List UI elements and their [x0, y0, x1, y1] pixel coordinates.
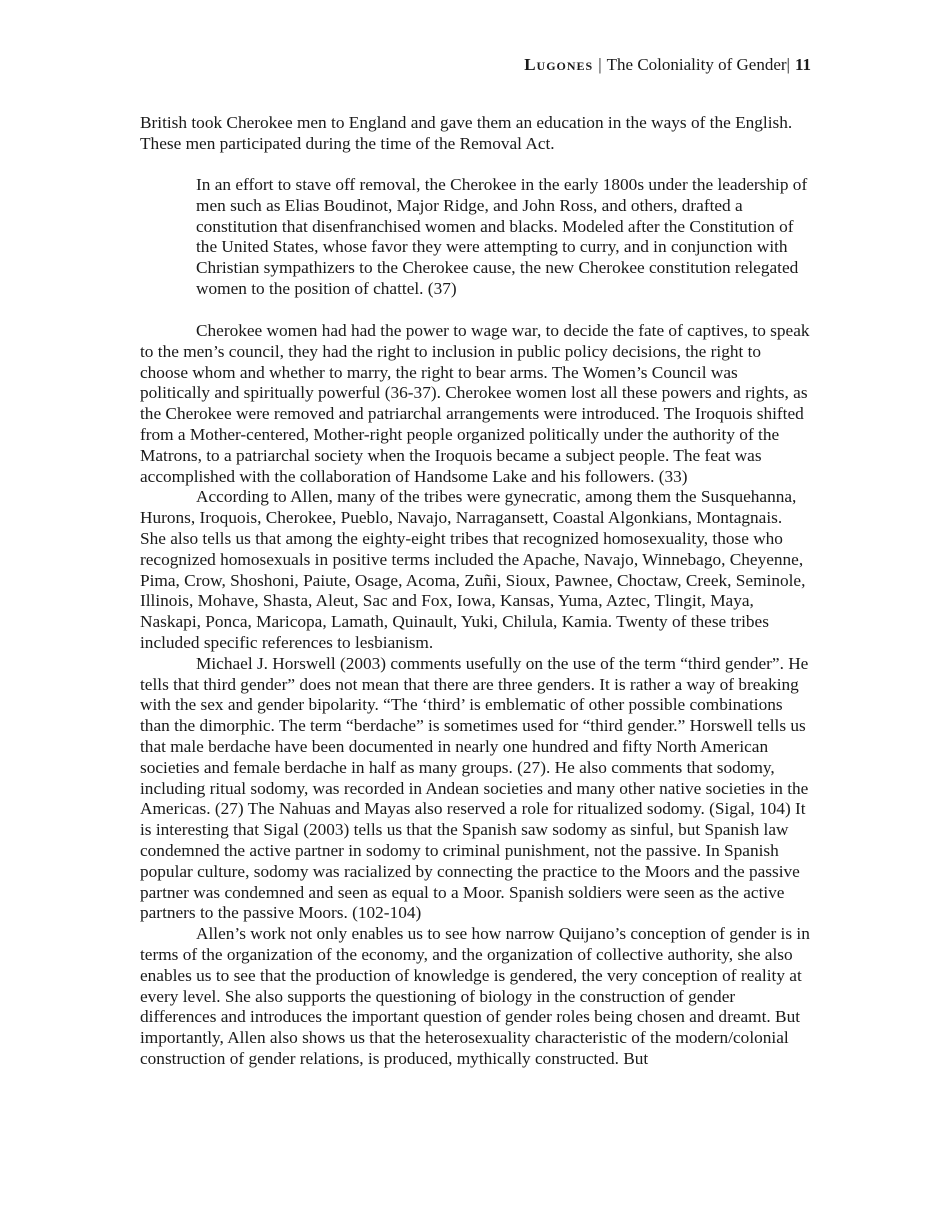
opening-paragraph — [140, 113, 810, 155]
paragraph: Allen’s work not only enables us to see how narrow Quijano’s conception of gender is in terms of the organization of the economy, and the organization of collective authority, she also enables us to see that the production of knowledge is gendered, the very conception of reality at every level. She also supports the questioning of biology in the construction of gender differences and introduces the important question of gender roles being chosen and dreamt. But importantly, Allen also shows us that the heterosexuality characteristic of the modern/colonial construction of gender relations, is produced, mythically constructed. But — [140, 924, 810, 1068]
paragraph: Cherokee women had had the power to wage war, to decide the fate of captives, to speak to the men’s council, they had the right to inclusion in public policy decisions, the right to choose whom and whether to marry, the right to bear arms. The Women’s Council was politically and spiritually powerful (36-37). Cherokee women lost all these powers and rights, as the Cherokee were removed and patriarchal arrangements were introduced. The Iroquois shifted from a Mother-centered, Mother-right people organized politically under the authority of the Matrons, to a patriarchal society when the Iroquois became a subject people. The feat was accomplished with the collaboration of Handsome Lake and his followers. (33) — [140, 321, 810, 486]
quote-text: In an effort to stave off removal, the Cherokee in the early 1800s under the leadership of men such as Elias Boudinot, Major Ridge, and John Ross, and others, drafted a constitution that disenfranchised women and blacks. Modeled after the Constitution of the United States, whose favor they were attempting to curry, and in conjunction with Christian sympathizers to the Cherokee cause, the new Cherokee constitution relegated women to the position of chattel. (37) — [196, 175, 808, 298]
body-text — [140, 321, 810, 1070]
header-title: The Coloniality of Gender| — [606, 55, 790, 74]
paragraph: According to Allen, many of the tribes were gynecratic, among them the Susquehanna, Hurons, Iroquois, Cherokee, Pueblo, Navajo, Narragansett, Coastal Algonkians, Montagnais. She also tells us that among the eighty-eight tribes that recognized homosexuality, those who recognized homosexuals in positive terms included the Apache, Navajo, Winnebago, Cheyenne, Pima, Crow, Shoshoni, Paiute, Osage, Acoma, Zuñi, Sioux, Pawnee, Choctaw, Creek, Seminole, Illinois, Mohave, Shasta, Aleut, Sac and Fox, Iowa, Kansas, Yuma, Aztec, Tlingit, Maya, Naskapi, Ponca, Maricopa, Lamath, Quinault, Yuki, Chilula, Kamia. Twenty of these tribes included specific references to lesbianism. — [140, 487, 806, 652]
header-author: Lugones — [524, 55, 594, 74]
paragraph: Michael J. Horswell (2003) comments usefully on the use of the term “third gender”. He tells that third gender” does not mean that there are three genders. It is rather a way of breaking with the sex and gender bipolarity. “The ‘third’ is emblematic of other possible combinations than the dimorphic. The term “berdache” is sometimes used for “third gender.” Horswell tells us that male berdache have been documented in nearly one hundred and fifty North American societies and female berdache in half as many groups. (27). He also comments that sodomy, including ritual sodomy, was recorded in Andean societies and many other native societies in the Americas. (27) The Nahuas and Mayas also reserved a role for ritualized sodomy. (Sigal, 104) It is interesting that Sigal (2003) tells us that the Spanish saw sodomy as sinful, but Spanish law condemned the active partner in sodomy to criminal punishment, not the passive. In Spanish popular culture, sodomy was racialized by connecting the practice to the Moors and the passive partner was condemned and seen as equal to a Moor. Spanish soldiers were seen as the active partners to the passive Moors. (102-104) — [140, 653, 809, 923]
block-quote — [196, 175, 810, 300]
header-separator: | — [598, 55, 602, 74]
paragraph: British took Cherokee men to England and gave them an education in the ways of the English. These men participated during the time of the Removal Act. — [140, 113, 793, 153]
running-header — [524, 54, 811, 76]
page-number: 11 — [794, 55, 811, 74]
